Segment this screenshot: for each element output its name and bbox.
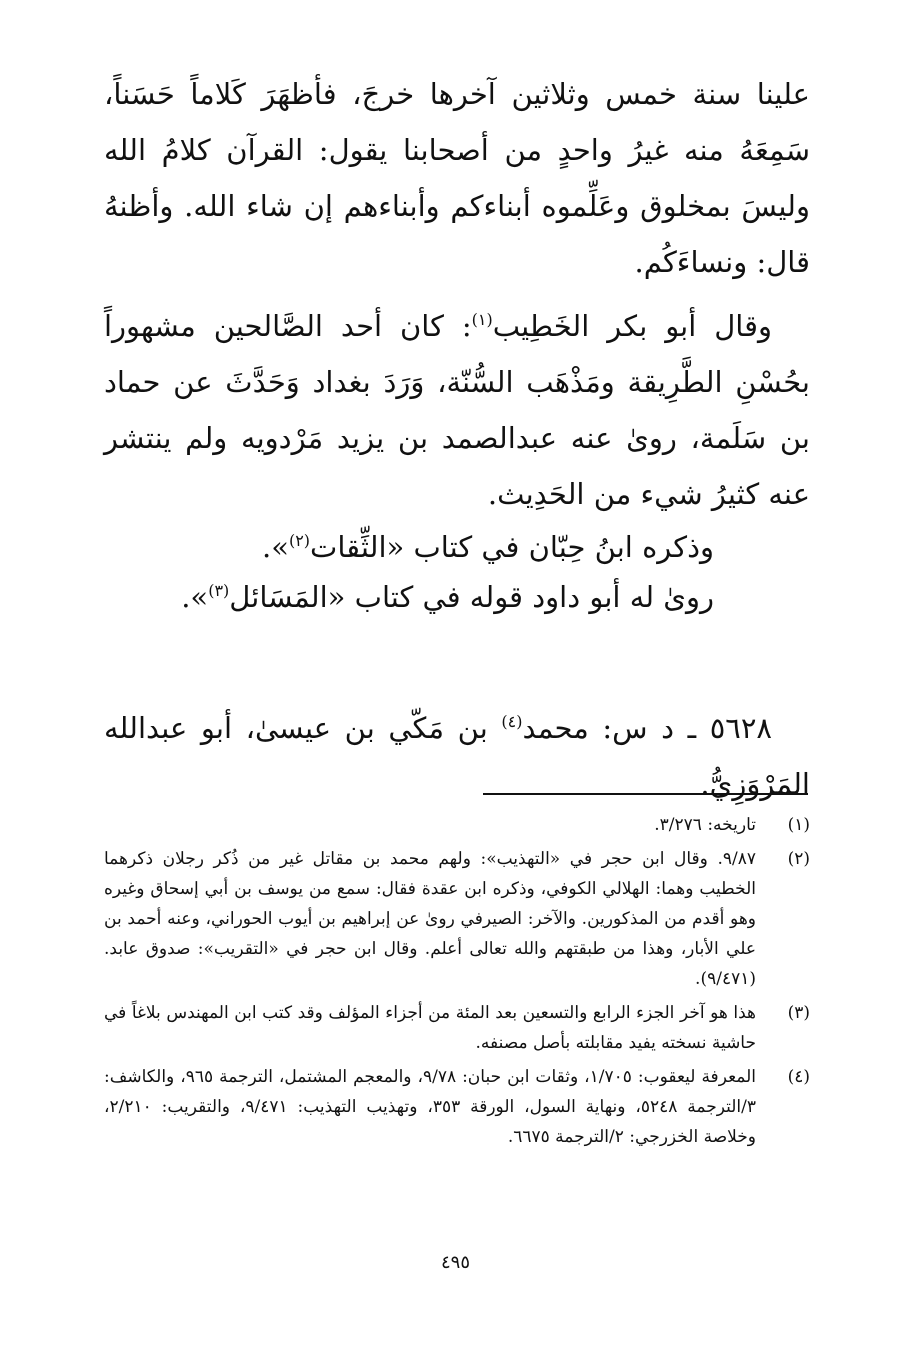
footnote-number: (٤)	[787, 1067, 810, 1087]
footnote-text: ٩/٨٧. وقال ابن حجر في «التهذيب»: ولهم محمد بن مقاتل غير من ذُكر رجلان ذكرهما الخطيب وهما: الهلالي الكوفي، وذكره ابن عقدة فقال: سمع من يوسف بن أبي إسحاق وغيره وهو أقدم من المذكورين. والآخر: الصيرفي روىٰ عن إبراهيم بن أيوب الحوراني، وعنه أحمد بن علي الأبار، وهذا من طبقتهم والله تعالى أعلم. وقال ابن حجر في «التقريب»: صدوق عابد. (٩/٤٧١).	[104, 849, 756, 989]
paragraph-2-start: وقال أبو بكر الخَطِيب	[492, 309, 772, 343]
abu-dawud-end: ».	[181, 580, 209, 614]
footnote-ref-4[interactable]: (٤)	[501, 712, 523, 731]
ibn-hibban-end: ».	[261, 530, 289, 564]
abu-dawud-line	[104, 572, 810, 622]
footnote-1	[104, 810, 810, 840]
entry-heading	[104, 700, 810, 812]
footnote-separator	[483, 793, 808, 795]
footnote-ref-2[interactable]: (٢)	[288, 531, 311, 550]
footnote-text: هذا هو آخر الجزء الرابع والتسعين بعد المئة من أجزاء المؤلف وقد كتب ابن المهندس بلاغاً في حاشية نسخته يفيد مقابلته بأصل مصنفه.	[104, 1003, 756, 1053]
entry-number-name: ٥٦٢٨ ـ د س: محمد	[522, 711, 772, 745]
ibn-hibban-line	[104, 522, 810, 572]
page-number: ٤٩٥	[440, 1252, 470, 1273]
footnote-number: (٢)	[787, 849, 810, 869]
footnote-4	[104, 1062, 810, 1152]
paragraph-2	[104, 298, 810, 522]
footnote-ref-3[interactable]: (٣)	[208, 581, 230, 600]
footnote-number: (١)	[787, 815, 810, 835]
abu-dawud-text: روىٰ له أبو داود قوله في كتاب «المَسَائل	[229, 580, 714, 614]
paragraph-1: علينا سنة خمس وثلاثين آخرها خرجَ، فأظهَرَ كَلاماً حَسَناً، سَمِعَهُ منه غيرُ واحدٍ من أصحابنا يقول: القرآن كلامُ الله وليسَ بمخلوق وعَلِّموه أبناءكم وأبناءهم إن شاء الله. وأظنهُ قال: ونساءَكُم.	[104, 77, 810, 279]
entry-rest: بن مَكّي بن عيسىٰ، أبو عبدالله المَرْوَزِيُّ.	[104, 711, 810, 801]
footnote-text: تاريخه: ٣/٢٧٦.	[654, 815, 756, 835]
footnote-2	[104, 844, 810, 994]
main-text	[104, 66, 810, 812]
ibn-hibban-text: وذكره ابنُ حِبّان في كتاب «الثِّقات	[310, 530, 714, 564]
footnote-number: (٣)	[787, 1003, 810, 1023]
footnotes	[104, 810, 810, 1156]
footnote-text: المعرفة ليعقوب: ١/٧٠٥، وثقات ابن حبان: ٩/٧٨، والمعجم المشتمل، الترجمة ٩٦٥، والكاشف: ٣/الترجمة ٥٢٤٨، ونهاية السول، الورقة ٣٥٣، وتهذيب التهذيب: ٩/٤٧١، والتقريب: ٢/٢١٠، وخلاصة الخزرجي: ٢/الترجمة ٦٦٧٥.	[104, 1067, 756, 1147]
footnote-3	[104, 998, 810, 1058]
footnote-ref-1[interactable]: (١)	[471, 310, 493, 329]
paragraph-2-rest: : كان أحد الصَّالحين مشهوراً بحُسْنِ الطَّرِيقة ومَذْهَب السُّنّة، وَرَدَ بغداد وَحَدَّثَ عن حماد بن سَلَمة، روىٰ عنه عبدالصمد بن يزيد مَرْدويه ولم ينتشر عنه كثيرُ شيء من الحَدِيث.	[104, 309, 810, 511]
